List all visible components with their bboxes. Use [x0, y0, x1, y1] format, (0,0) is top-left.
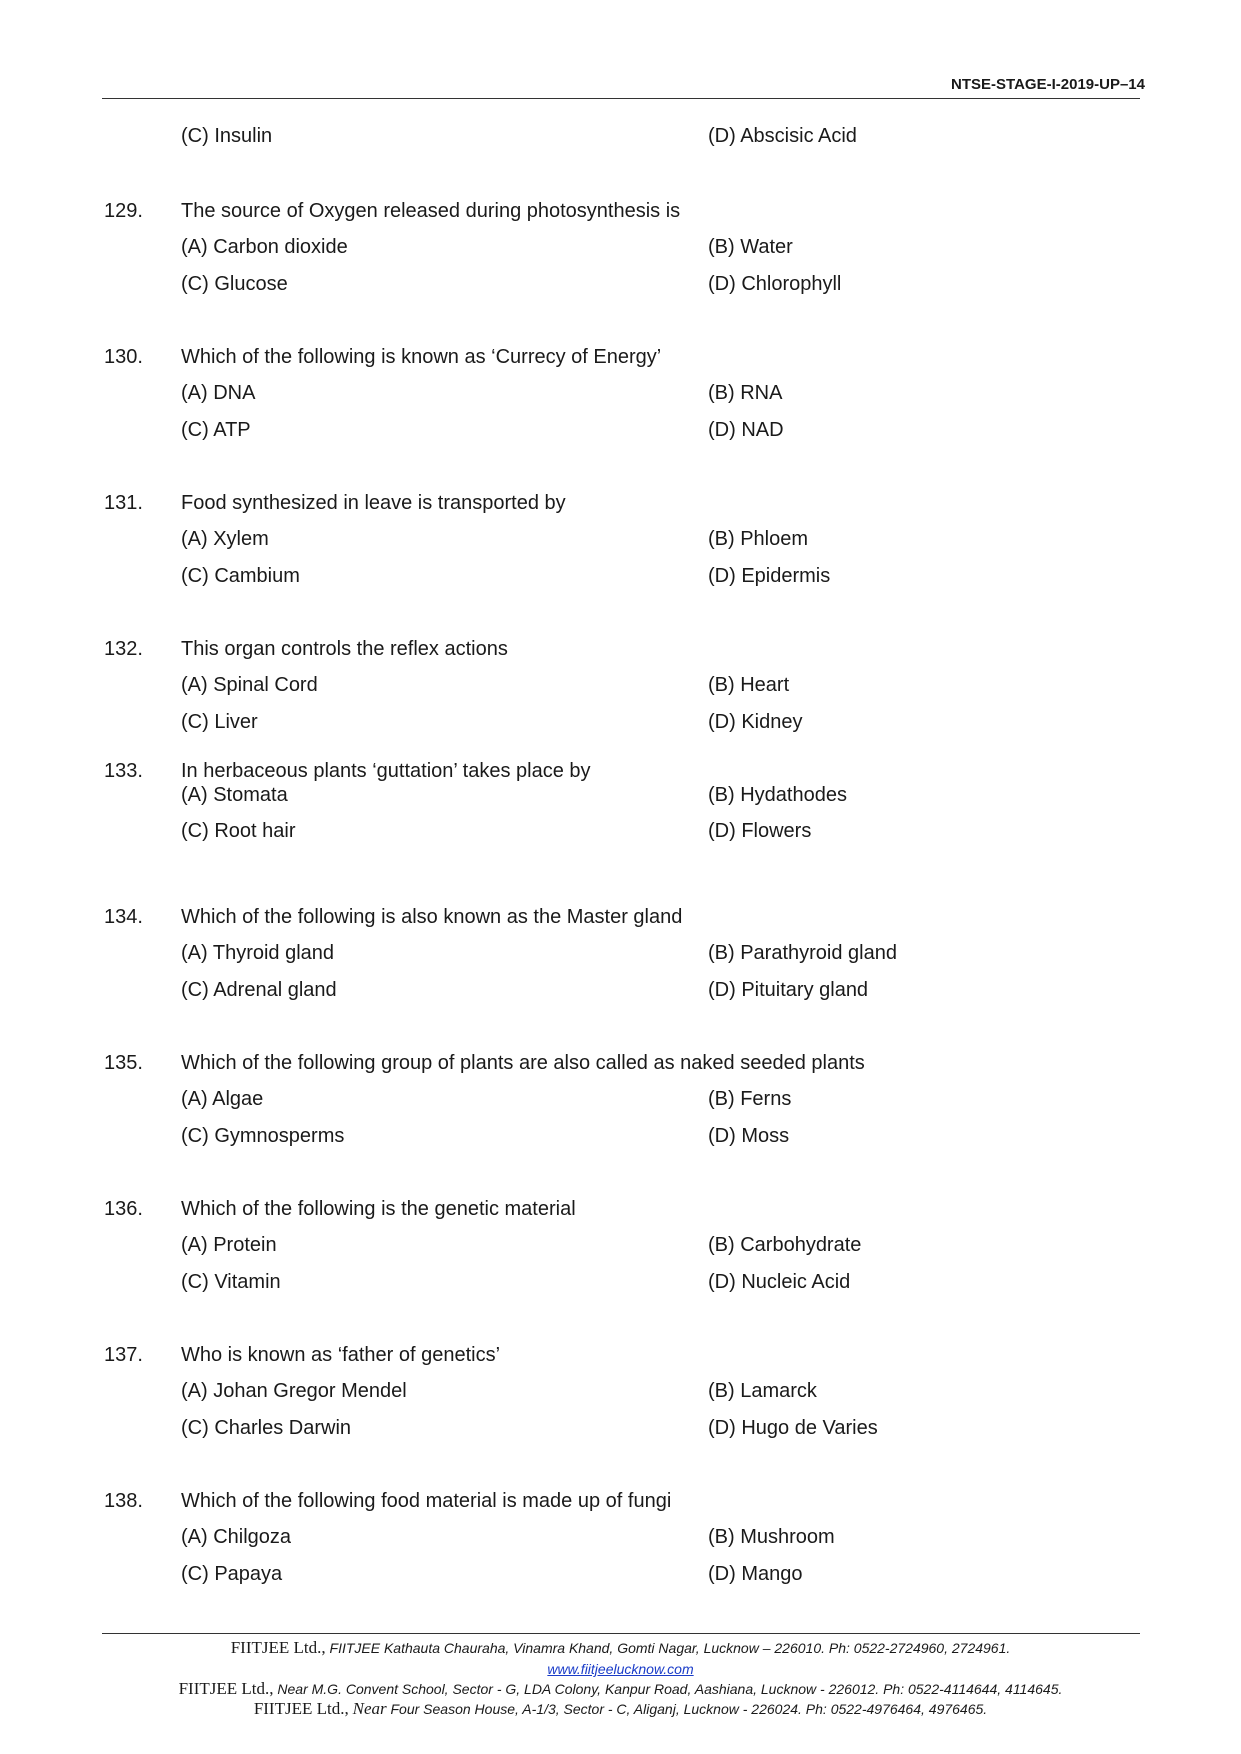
- option-c: (C) Insulin: [181, 125, 273, 147]
- question-text: Food synthesized in leave is transported by: [181, 492, 566, 514]
- question-text: In herbaceous plants ‘guttation’ takes place by: [181, 760, 591, 782]
- option-b: (B) Carbohydrate: [708, 1234, 862, 1256]
- option-d: (D) Moss: [708, 1125, 790, 1147]
- footer-website-link[interactable]: www.fiitjeelucknow.com: [547, 1661, 694, 1677]
- option-d: (D) Hugo de Varies: [708, 1417, 878, 1439]
- question-number: 129.: [104, 200, 143, 222]
- option-b: (B) Water: [708, 236, 793, 258]
- option-d: (D) Nucleic Acid: [708, 1271, 851, 1293]
- option-c: (C) Liver: [181, 711, 258, 733]
- question-text: Which of the following group of plants are also called as naked seeded plants: [181, 1052, 865, 1074]
- option-c: (C) Adrenal gland: [181, 979, 337, 1001]
- question-number: 133.: [104, 760, 143, 782]
- option-a: (A) Johan Gregor Mendel: [181, 1380, 407, 1402]
- footer-website-line: [0, 1659, 1241, 1679]
- question-text: Which of the following food material is made up of fungi: [181, 1490, 672, 1512]
- option-b: (B) Parathyroid gland: [708, 942, 897, 964]
- footer-line-2: [0, 1679, 1241, 1699]
- option-c: (C) Cambium: [181, 565, 300, 587]
- question-number: 136.: [104, 1198, 143, 1220]
- footer-address: FIITJEE Kathauta Chauraha, Vinamra Khand, Gomti Nagar, Lucknow – 226010. Ph: 0522-2724960, 2724961.: [329, 1640, 1011, 1656]
- option-d: (D) Kidney: [708, 711, 803, 733]
- question-text: This organ controls the reflex actions: [181, 638, 508, 660]
- option-d: (D) Chlorophyll: [708, 273, 842, 295]
- question-number: 130.: [104, 346, 143, 368]
- footer-near: Near: [352, 1699, 387, 1718]
- option-a: (A) Algae: [181, 1088, 264, 1110]
- option-c: (C) Gymnosperms: [181, 1125, 345, 1147]
- header-rule: [102, 98, 1140, 99]
- question-text: Which of the following is known as ‘Currecy of Energy’: [181, 346, 662, 368]
- option-a: (A) Stomata: [181, 784, 288, 806]
- footer-line-1: [0, 1638, 1241, 1658]
- question-number: 138.: [104, 1490, 143, 1512]
- footer-line-3: [0, 1699, 1241, 1719]
- option-b: (B) Hydathodes: [708, 784, 847, 806]
- option-d: (D) Flowers: [708, 820, 812, 842]
- option-a: (A) Chilgoza: [181, 1526, 292, 1548]
- question-number: 137.: [104, 1344, 143, 1366]
- option-b: (B) RNA: [708, 382, 783, 404]
- option-a: (A) Carbon dioxide: [181, 236, 348, 258]
- option-b: (B) Heart: [708, 674, 790, 696]
- option-c: (C) Charles Darwin: [181, 1417, 352, 1439]
- option-a: (A) Spinal Cord: [181, 674, 318, 696]
- option-d: (D) NAD: [708, 419, 784, 441]
- footer-rule: [102, 1633, 1140, 1634]
- option-a: (A) Xylem: [181, 528, 269, 550]
- footer-brand: FIITJEE Ltd.,: [178, 1679, 274, 1698]
- option-d: (D) Abscisic Acid: [708, 125, 857, 147]
- option-c: (C) Root hair: [181, 820, 296, 842]
- option-d: (D) Pituitary gland: [708, 979, 869, 1001]
- question-text: Which of the following is the genetic material: [181, 1198, 576, 1220]
- page-header-code: NTSE-STAGE-I-2019-UP–14: [951, 76, 1145, 93]
- option-d: (D) Mango: [708, 1563, 803, 1585]
- option-d: (D) Epidermis: [708, 565, 831, 587]
- footer-brand: FIITJEE Ltd.,: [230, 1638, 326, 1657]
- question-number: 132.: [104, 638, 143, 660]
- footer-address: Four Season House, A-1/3, Sector - C, Aliganj, Lucknow - 226024. Ph: 0522-4976464, 4976465.: [390, 1701, 988, 1717]
- option-b: (B) Mushroom: [708, 1526, 835, 1548]
- option-c: (C) Glucose: [181, 273, 288, 295]
- option-c: (C) Papaya: [181, 1563, 283, 1585]
- question-number: 131.: [104, 492, 143, 514]
- option-b: (B) Ferns: [708, 1088, 792, 1110]
- question-text: Which of the following is also known as the Master gland: [181, 906, 683, 928]
- option-a: (A) Protein: [181, 1234, 277, 1256]
- question-number: 134.: [104, 906, 143, 928]
- option-b: (B) Lamarck: [708, 1380, 817, 1402]
- option-a: (A) Thyroid gland: [181, 942, 335, 964]
- question-text: Who is known as ‘father of genetics’: [181, 1344, 501, 1366]
- footer-brand: FIITJEE Ltd.,: [253, 1699, 349, 1718]
- option-b: (B) Phloem: [708, 528, 809, 550]
- question-number: 135.: [104, 1052, 143, 1074]
- question-text: The source of Oxygen released during photosynthesis is: [181, 200, 681, 222]
- option-a: (A) DNA: [181, 382, 256, 404]
- option-c: (C) Vitamin: [181, 1271, 281, 1293]
- footer-address: Near M.G. Convent School, Sector - G, LDA Colony, Kanpur Road, Aashiana, Lucknow - 226012. Ph: 0522-4114644, 4114645.: [277, 1681, 1063, 1697]
- option-c: (C) ATP: [181, 419, 251, 441]
